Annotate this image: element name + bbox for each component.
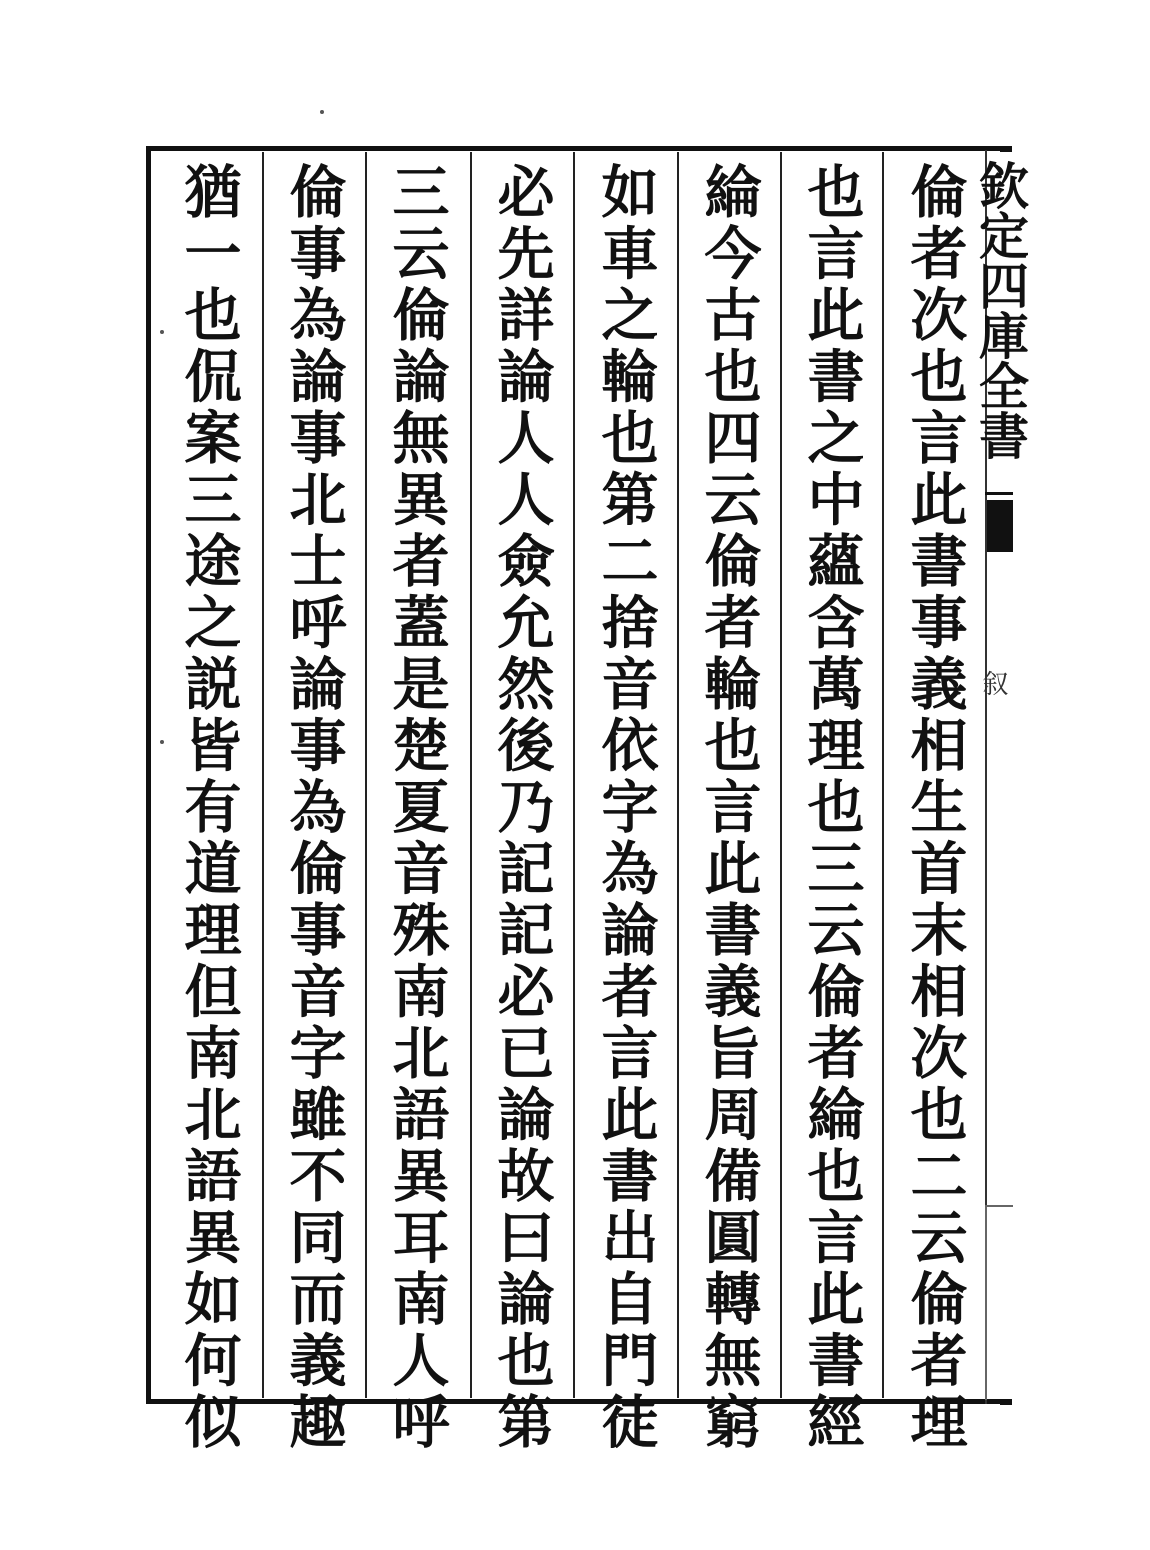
column-text: 必先詳論人人僉允然後乃記記必已論故曰論也第 xyxy=(488,162,555,1454)
text-column-2 xyxy=(781,162,881,1454)
frame-corner-top xyxy=(1000,146,1012,152)
text-column-3 xyxy=(678,162,778,1454)
margin-label: 叙 xyxy=(978,670,1008,696)
text-column-6 xyxy=(366,162,466,1454)
column-text: 三云倫論無異者蓋是楚夏音殊南北語異耳南人呼 xyxy=(383,162,450,1454)
scan-speck xyxy=(320,110,324,114)
column-text: 綸今古也四云倫者輪也言此書義旨周備圓轉無窮 xyxy=(695,162,762,1454)
column-text: 倫事為論事北士呼論事為倫事音字雖不同而義趣 xyxy=(280,162,347,1454)
fishtail-mark xyxy=(987,500,1013,552)
column-text: 如車之輪也第二捨音依字為論者言此書出自門徒 xyxy=(592,162,659,1454)
text-column-8 xyxy=(158,162,258,1454)
scan-speck xyxy=(160,330,164,334)
margin-box xyxy=(985,1205,1013,1400)
column-text: 倫者次也言此書事義相生首末相次也二云倫者理 xyxy=(901,162,968,1454)
column-text: 也言此書之中蘊含萬理也三云倫者綸也言此書經 xyxy=(798,162,865,1454)
text-column-4 xyxy=(575,162,675,1454)
margin-divider xyxy=(985,492,1013,495)
text-column-7 xyxy=(263,162,363,1454)
margin-title: 欽定四庫全書 xyxy=(971,160,1030,460)
text-column-5 xyxy=(471,162,571,1454)
text-column-1 xyxy=(884,162,984,1454)
scan-speck xyxy=(160,740,164,744)
column-text: 猶一也侃案三途之説皆有道理但南北語異如何似 xyxy=(175,162,242,1454)
